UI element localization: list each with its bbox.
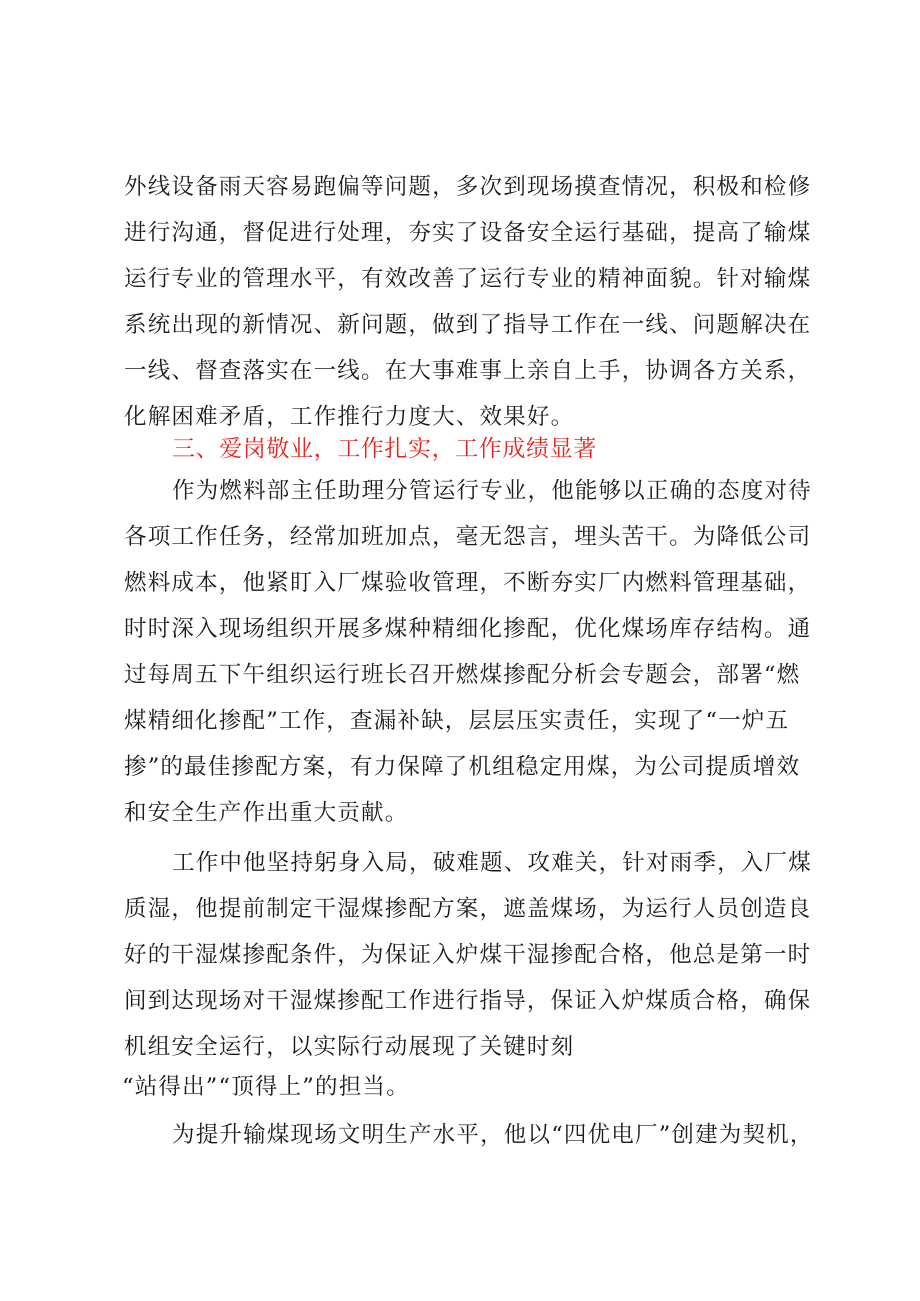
- text-line: 和安全生产作出重大贡献。: [124, 800, 409, 826]
- text-line: 一线、督查落实在一线。在大事难事上亲自上手，协调各方关系，: [124, 358, 812, 384]
- text-line: “站得出”“顶得上”的担当。: [122, 1074, 410, 1100]
- text-line: 工作中他坚持躬身入局，破难题、攻难关，针对雨季，入厂煤: [172, 850, 812, 876]
- text-line: 质湿，他提前制定干湿煤掺配方案，遮盖煤场，为运行人员创造良: [124, 896, 812, 922]
- text-line: 燃料成本，他紧盯入厂煤验收管理，不断夯实厂内燃料管理基础，: [124, 570, 812, 596]
- text-line: 过每周五下午组织运行班长召开燃煤掺配分析会专题会，部署“燃: [124, 662, 801, 688]
- text-line: 为提升输煤现场文明生产水平，他以“四优电厂”创建为契机，: [172, 1122, 814, 1148]
- text-line: 外线设备雨天容易跑偏等问题，多次到现场摸查情况，积极和检修: [124, 174, 812, 200]
- text-line: 好的干湿煤掺配条件，为保证入炉煤干湿掺配合格，他总是第一时: [124, 942, 812, 968]
- text-line: 煤精细化掺配”工作，查漏补缺，层层压实责任，实现了“一炉五: [124, 708, 790, 734]
- text-line: 系统出现的新情况、新问题，做到了指导工作在一线、问题解决在: [124, 312, 812, 338]
- text-line: 机组安全运行，以实际行动展现了关键时刻: [124, 1034, 575, 1060]
- text-line: 掺”的最佳掺配方案，有力保障了机组稳定用煤，为公司提质增效: [124, 754, 801, 780]
- text-line: 时时深入现场组织开展多煤种精细化掺配，优化煤场库存结构。通: [124, 616, 812, 642]
- text-line: 化解困难矛盾，工作推行力度大、效果好。: [124, 404, 575, 430]
- text-line: 运行专业的管理水平，有效改善了运行专业的精神面貌。针对输煤: [124, 266, 812, 292]
- text-line: 间到达现场对干湿煤掺配工作进行指导，保证入炉煤质合格，确保: [124, 988, 812, 1014]
- text-line: 各项工作任务，经常加班加点，毫无怨言，埋头苦干。为降低公司: [124, 524, 812, 550]
- text-line: 进行沟通，督促进行处理，夯实了设备安全运行基础，提高了输煤: [124, 220, 812, 246]
- text-line: 作为燃料部主任助理分管运行专业，他能够以正确的态度对待: [172, 478, 812, 504]
- section-heading: 三、爱岗敬业，工作扎实，工作成绩显著: [172, 436, 597, 462]
